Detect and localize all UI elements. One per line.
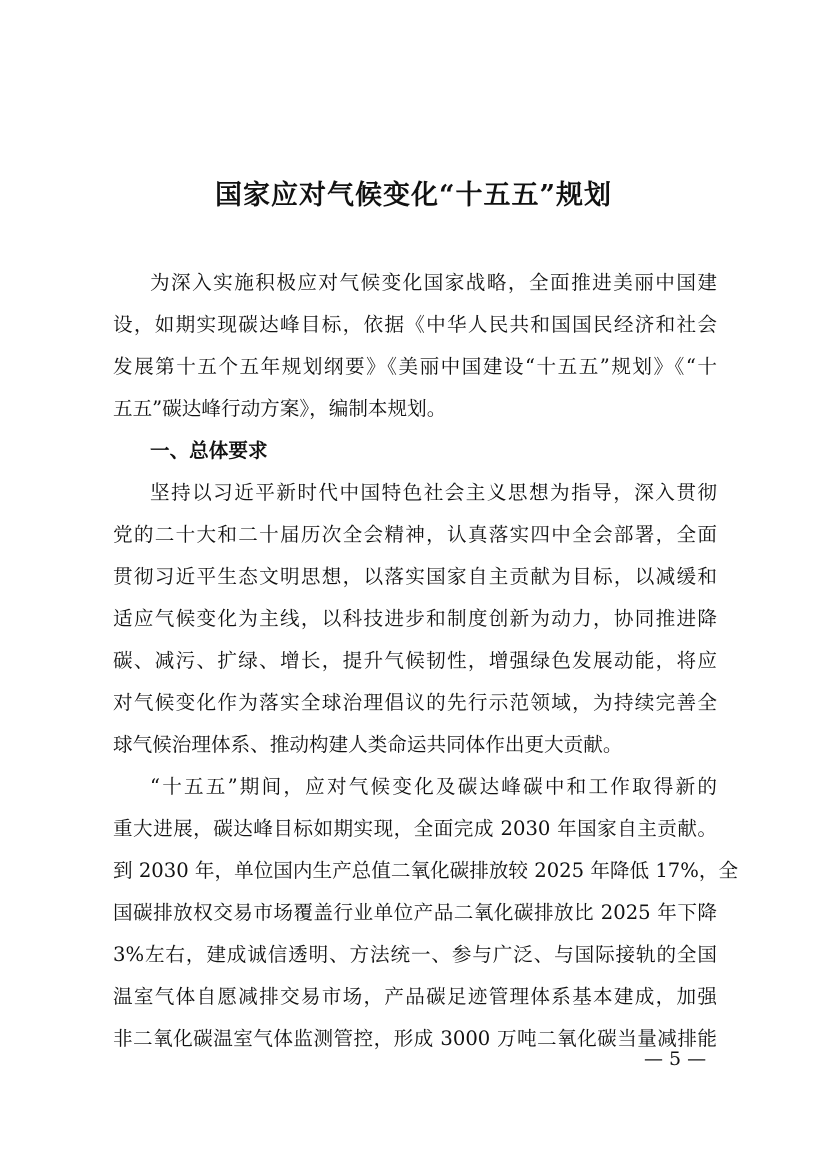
paragraph-line: 3%左右，建成诚信透明、方法统一、参与广泛、与国际接轨的全国 — [113, 943, 717, 966]
paragraph-line: 重大进展，碳达峰目标如期实现，全面完成 2030 年国家自主贡献。 — [113, 817, 717, 840]
paragraph-line: 球气候治理体系、推动构建人类命运共同体作出更大贡献。 — [113, 733, 623, 756]
paragraph-line: 温室气体自愿减排交易市场，产品碳足迹管理体系基本建成，加强 — [113, 985, 717, 1008]
paragraph-line: 适应气候变化为主线，以科技进步和制度创新为动力，协同推进降 — [113, 607, 717, 630]
paragraph-line: 坚持以习近平新时代中国特色社会主义思想为指导，深入贯彻 — [150, 481, 717, 504]
paragraph-line: 党的二十大和二十届历次全会精神，认真落实四中全会部署，全面 — [113, 523, 717, 546]
section-heading: 一、总体要求 — [150, 439, 268, 462]
page-number: — 5 — — [644, 1048, 707, 1070]
paragraph-line: 碳、减污、扩绿、增长，提升气候韧性，增强绿色发展动能，将应 — [113, 649, 717, 672]
paragraph-line: 到 2030 年，单位国内生产总值二氧化碳排放较 2025 年降低 17%，全 — [113, 859, 739, 882]
paragraph-line: 国碳排放权交易市场覆盖行业单位产品二氧化碳排放比 2025 年下降 — [113, 901, 717, 924]
paragraph-line: 对气候变化作为落实全球治理倡议的先行示范领域，为持续完善全 — [113, 691, 717, 714]
paragraph-line: 为深入实施积极应对气候变化国家战略，全面推进美丽中国建 — [150, 271, 717, 294]
page-title: 国家应对气候变化“十五五”规划 — [214, 180, 613, 211]
paragraph-line: 贯彻习近平生态文明思想，以落实国家自主贡献为目标，以减缓和 — [113, 565, 717, 588]
paragraph-line: 发展第十五个五年规划纲要》《美丽中国建设“十五五”规划》《“十 — [113, 355, 717, 378]
paragraph-line: 五五”碳达峰行动方案》，编制本规划。 — [113, 397, 447, 420]
paragraph-line: 设，如期实现碳达峰目标，依据《中华人民共和国国民经济和社会 — [113, 313, 717, 336]
paragraph-line: “十五五”期间，应对气候变化及碳达峰碳中和工作取得新的 — [150, 775, 717, 798]
paragraph-line: 非二氧化碳温室气体监测管控，形成 3000 万吨二氧化碳当量减排能 — [113, 1027, 717, 1050]
